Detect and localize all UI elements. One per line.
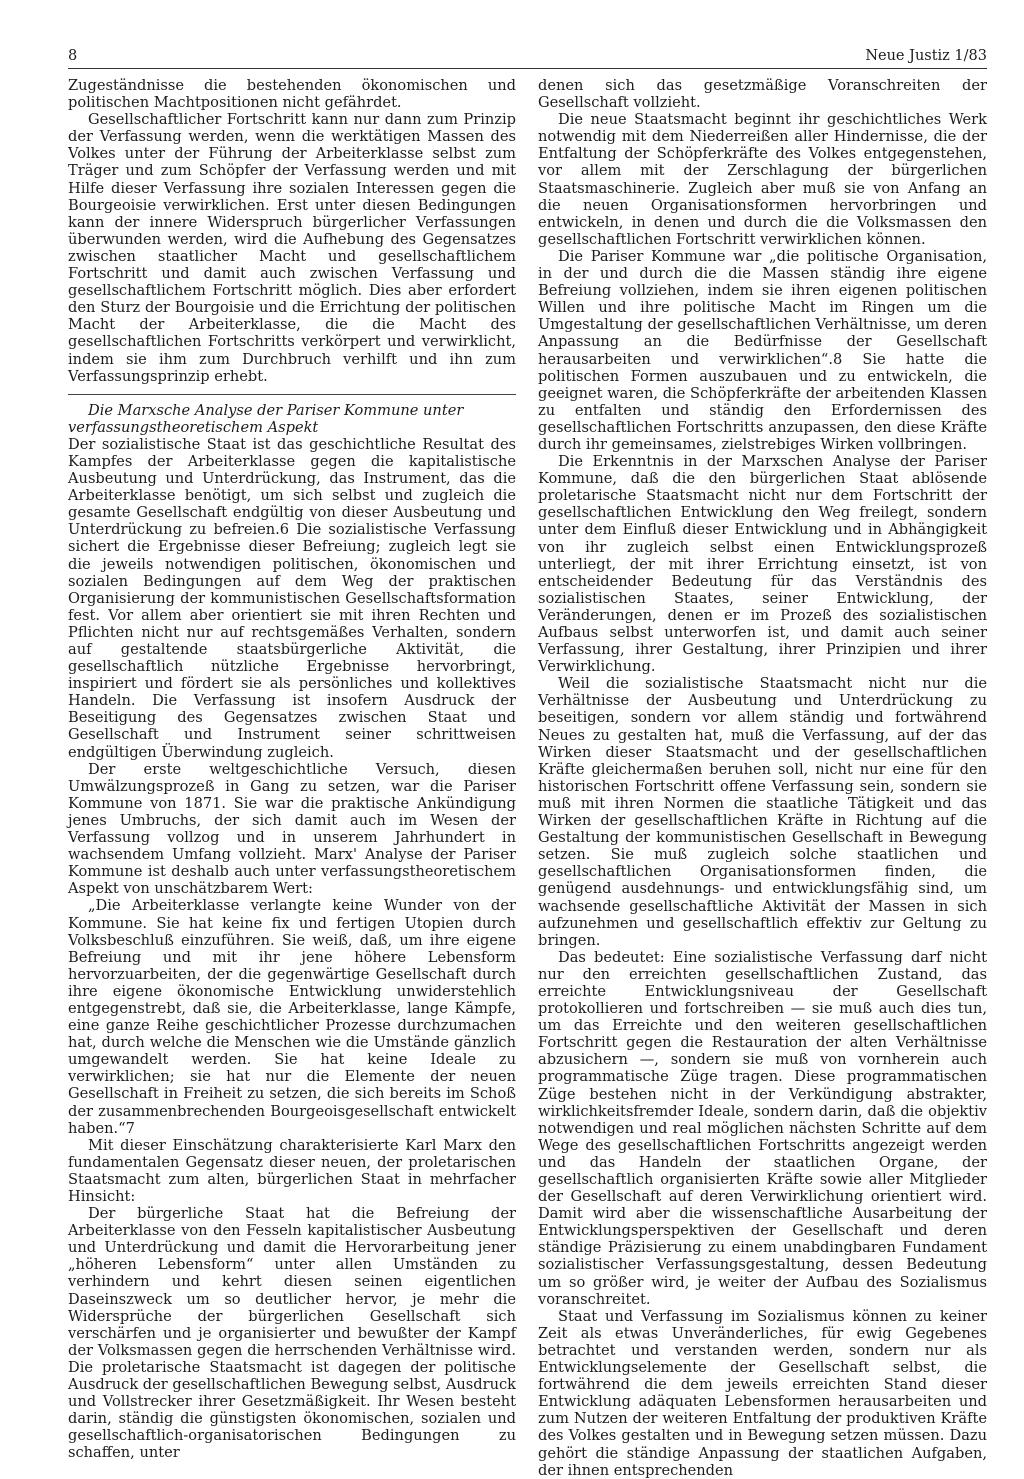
paragraph: Der erste weltgeschichtliche Versuch, diesen Umwälzungsprozeß in Gang zu setzen, war die Pariser Kommune von 1871. Sie war die praktische Ankündigung jenes Umbruchs, der sich damit auch im Wesen der Verfassung vollzog und in unserem Jahrhundert in wachsendem Umfang vollzieht. Marx' Analyse der Pariser Kommune ist deshalb auch unter verfassungstheoretischem Aspekt von unschätzbarem Wert: [68,760,516,898]
section-heading: Die Marxsche Analyse der Pariser Kommune unter verfassungstheoretischem Aspekt [68,401,464,436]
paragraph: Weil die sozialistische Staatsmacht nicht nur die Verhältnisse der Ausbeutung und Unterdrückung zu beseitigen, sondern vor allem ständig und fortwährend Neues zu gestalten hat, muß die Verfassung, auf der das Wirken dieser Staatsmacht und der gesellschaftlichen Kräfte gleichermaßen beruhen soll, nicht nur eine für den historischen Fortschritt offene Verfassung sein, sondern sie muß mit ihren Normen die staatliche Tätigkeit und das Wirken der gesellschaftlichen Kräfte in Richtung auf die Gestaltung der kommunistischen Gesellschaft in Bewegung setzen. Sie muß zugleich solche staatlichen und gesellschaftlichen Organisationsformen finden, die genügend ausdehnungs- und entwicklungsfähig sind, um wachsende gesellschaftliche Aktivität der Massen in sich aufzunehmen und gesellschaftlich effektiv zur Geltung zu bringen. [538,675,987,949]
paragraph: Mit dieser Einschätzung charakterisierte Karl Marx den fundamentalen Gegensatz dieser neuen, der proletarischen Staatsmacht zum alten, bürgerlichen Staat in mehrfacher Hinsicht: [68,1136,516,1205]
paragraph: denen sich das gesetzmäßige Voranschreiten der Gesellschaft vollzieht. [538,77,987,112]
paragraph: Staat und Verfassung im Sozialismus können zu keiner Zeit als etwas Unveränderliches, für ewig Gegebenes betrachtet und verstanden werden, sondern nur als Entwicklungselemente der Gesellschaft selbst, die fortwährend die dem jeweils erreichten Stand dieser Entwicklung adäquaten Lebensformen herausarbeiten und zum Nutzen der weiteren Entfaltung der produktiven Kräfte des Volkes gestalten und in Bewegung setzen müssen. Dazu gehört die ständige Anpassung der staatlichen Aufgaben, der ihnen entsprechenden [538,1307,987,1479]
section-divider [68,394,516,395]
block-quote: „Die Arbeiterklasse verlangte keine Wunder von der Kommune. Sie hat keine fix und fertigen Utopien durch Volksbeschluß einzuführen. Sie weiß, daß, um ihre eigene Befreiung und mit ihr jene höhere Lebensform hervorzuarbeiten, der die gegenwärtige Gesellschaft durch ihre eigene ökonomische Entwicklung unwiderstehlich entgegenstrebt, daß sie, die Arbeiterklasse, lange Kämpfe, eine ganze Reihe geschichtlicher Prozesse durchzumachen hat, durch welche die Menschen wie die Umstände gänzlich umgewandelt werden. Sie hat keine Ideale zu verwirklichen; sie hat nur die Elemente der neuen Gesellschaft in Freiheit zu setzen, die sich bereits im Schoß der zusammenbrechenden Bourgeoisgesellschaft entwickelt haben.“7 [68,897,516,1137]
paragraph: Die neue Staatsmacht beginnt ihr geschichtliches Werk notwendig mit dem Niederreißen aller Hindernisse, die der Entfaltung der Schöpferkräfte des Volkes entgegenstehen, vor allem mit der Zerschlagung der bürgerlichen Staatsmaschinerie. Zugleich aber muß sie von Anfang an die neuen Organisationsformen hervorbringen und entwickeln, in denen und durch die die Volksmassen den gesellschaftlichen Fortschritt verwirklichen können. [538,111,987,248]
paragraph: Das bedeutet: Eine sozialistische Verfassung darf nicht nur den erreichten gesellschaftlichen Zustand, das erreichte Entwicklungsniveau der Gesellschaft protokollieren und fortschreiben — sie muß auch dies tun, um das Erreichte und den weiteren gesellschaftlichen Fortschritt gegen die Restauration der alten Verhältnisse abzusichern —, sondern sie muß von vornherein auch programmatische Züge tragen. Diese programmatischen Züge bestehen nicht in der Verkündigung abstrakter, wirklichkeitsfremder Ideale, sondern darin, daß die objektiv notwendigen und real möglichen nächsten Schritte auf dem Wege des gesellschaftlichen Fortschritts angezeigt werden und das Handeln der staatlichen Organe, der gesellschaftlich organisierten Kräfte sowie aller Mitglieder der Gesellschaft auf deren Verwirklichung orientiert wird. Damit wird aber die wissenschaftliche Ausarbeitung der Entwicklungsperspektiven der Gesellschaft und deren ständige Präzisierung zu einem unabdingbaren Fundament sozialistischer Verfassungsgestaltung, dessen Bedeutung um so größer wird, je weiter der Aufbau des Sozialismus voranschreitet. [538,948,987,1308]
right-column [538,77,987,1479]
paragraph: Zugeständnisse die bestehenden ökonomischen und politischen Machtpositionen nicht gefährdet. [68,77,516,112]
paragraph: Gesellschaftlicher Fortschritt kann nur dann zum Prinzip der Verfassung werden, wenn die werktätigen Massen des Volkes unter der Führung der Arbeiterklasse selbst zum Träger und zum Schöpfer der Verfassung werden und mit Hilfe dieser Verfassung ihre sozialen Interessen gegen die Bourgeoisie verwirklichen. Erst unter diesen Bedingungen kann der innere Widerspruch bürgerlicher Verfassungen überwunden werden, wird die Aufhebung des Gegensatzes zwischen staatlicher Macht und gesellschaftlichem Fortschritt und damit auch zwischen Verfassung und gesellschaftlichem Fortschritt möglich. Dies aber erfordert den Sturz der Bourgoisie und die Errichtung der politischen Macht der Arbeiterklasse, die die Macht des gesellschaftlichen Fortschritts verkörpert und verwirklicht, indem sie ihm zum Durchbruch verhilft und ihn zum Verfassungsprinzip erhebt. [68,111,516,385]
journal-title: Neue Justiz 1/83 [865,48,987,64]
paragraph: Die Pariser Kommune war „die politische Organisation, in der und durch die die Massen ständig ihre eigene Befreiung vollziehen, indem sie ihren eigenen politischen Willen und ihre politische Macht im Ringen um die Umgestaltung der gesellschaftlichen Verhältnisse, um deren Anpassung an die Bedürfnisse der Gesellschaft herausarbeiten und verwirklichen“.8 Sie hatte die politischen Formen auszubauen und zu entwickeln, die geeignet waren, die Schöpferkräfte der arbeitenden Klassen zu entfalten und ständig den Erfordernissen des gesellschaftlichen Fortschritts anzupassen, den diese Kräfte durch ihr gemeinsames, zielstrebiges Wirken vollbringen. [538,247,987,453]
paragraph: Der bürgerliche Staat hat die Befreiung der Arbeiterklasse von den Fesseln kapitalistischer Ausbeutung und Unterdrückung und damit die Hervorarbeitung jener „höheren Lebensform“ unter allen Umständen zu verhindern und kehrt diesen seinen eigentlichen Daseinszweck um so deutlicher hervor, je mehr die Widersprüche der bürgerlichen Gesellschaft sich verschärfen und je organisierter und bewußter der Kampf der Volksmassen gegen die herrschenden Verhältnisse wird. Die proletarische Staatsmacht ist dagegen der politische Ausdruck der gesellschaftlichen Bewegung selbst, Ausdruck und Vollstrecker ihrer Gesetzmäßigkeit. Ihr Wesen besteht darin, ständig die günstigsten ökonomischen, sozialen und gesellschaftlich-organisatorischen Bedingungen zu schaffen, unter [68,1205,516,1462]
paragraph: Die Erkenntnis in der Marxschen Analyse der Pariser Kommune, daß die den bürgerlichen Staat ablösende proletarische Staatsmacht nicht nur dem Fortschritt der gesellschaftlichen Entwicklung den Weg freilegt, sondern unter dem Einfluß dieser Entwicklung und in Abhängigkeit von ihr zugleich selbst einen Entwicklungsprozeß unterliegt, der mit ihrer Errichtung einsetzt, ist von entscheidender Bedeutung für das Verständnis des sozialistischen Staates, seiner Entwicklung, der Veränderungen, denen er im Prozeß des sozialistischen Aufbaus selbst unterworfen ist, und damit auch seiner Verfassung, ihrer Gestaltung, ihrer Prinzipien und ihrer Verwirklichung. [538,453,987,676]
left-column [68,77,516,1462]
page-number: 8 [68,48,78,64]
header-rule [68,68,987,69]
paragraph: Der sozialistische Staat ist das geschichtliche Resultat des Kampfes der Arbeiterklasse gegen die kapitalistische Ausbeutung und Unterdrückung, das Instrument, das die Arbeiterklasse benötigt, um sich selbst und zugleich die gesamte Gesellschaft endgültig von dieser Ausbeutung und Unterdrückung zu befreien.6 Die sozialistische Verfassung sichert die Ergebnisse dieser Befreiung; zugleich legt sie die jeweils notwendigen politischen, ökonomischen und sozialen Bedingungen auf dem Weg der praktischen Organisierung der kommunistischen Gesellschaftsformation fest. Vor allem aber orientiert sie mit ihren Rechten und Pflichten nicht nur auf rechtsgemäßes Verhalten, sondern auf gestaltende staatsbürgerliche Aktivität, die gesellschaftlich nützliche Ergebnisse hervorbringt, inspiriert und fördert sie als persönliches und kollektives Handeln. Die Verfassung ist insofern Ausdruck der Beseitigung des Gegensatzes zwischen Staat und Gesellschaft und Instrument seiner schrittweisen endgültigen Überwindung zugleich. [68,435,516,761]
page-header [68,48,987,70]
